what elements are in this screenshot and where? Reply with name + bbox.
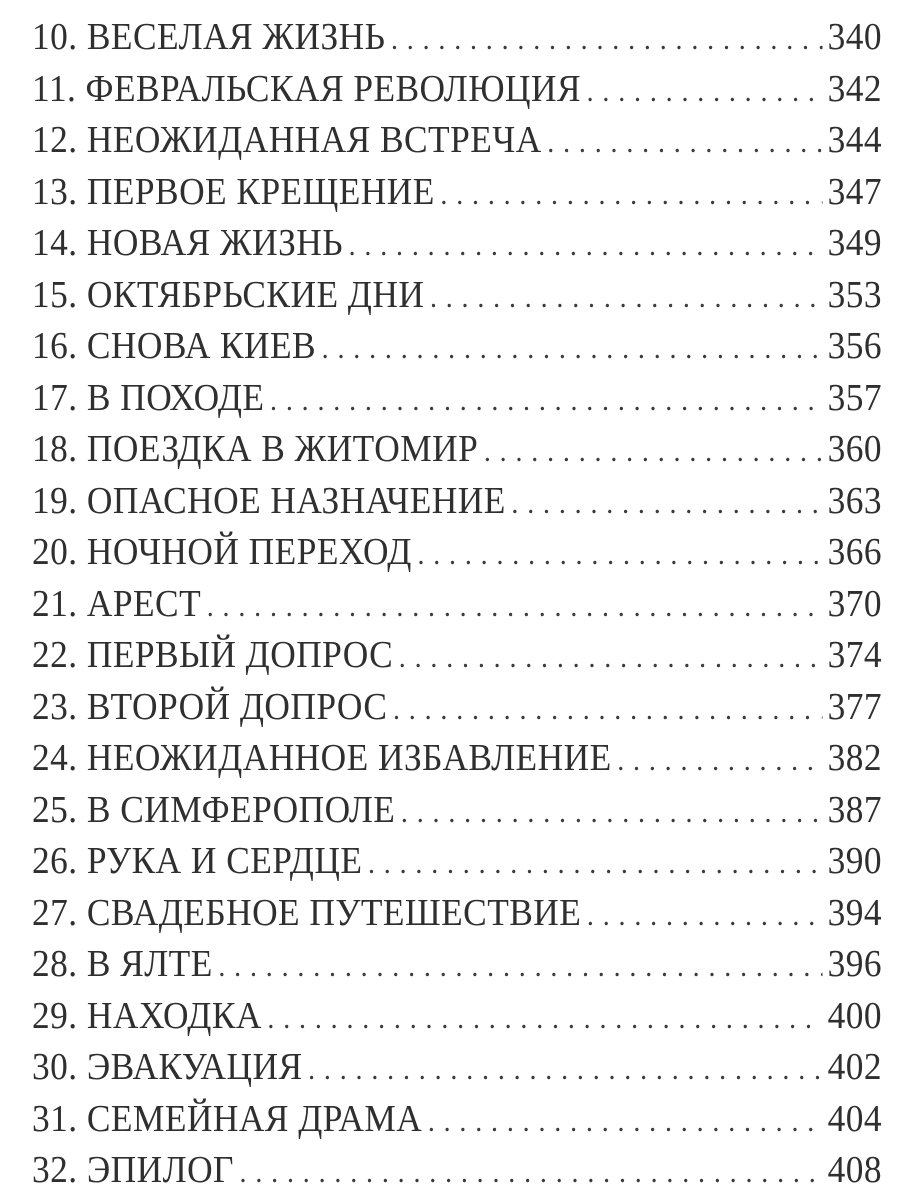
- toc-entry-title: ПЕРВОЕ КРЕЩЕНИЕ: [86, 170, 435, 213]
- toc-entry-page-number: 400: [827, 994, 883, 1037]
- toc-entry-title: РУКА И СЕРДЦЕ: [86, 840, 363, 882]
- toc-entry-page-number: 402: [827, 1046, 883, 1088]
- toc-entry-title: ЭВАКУАЦИЯ: [86, 1046, 303, 1088]
- toc-entry-page-number: 408: [827, 1149, 883, 1191]
- dot-leader: [308, 1044, 822, 1096]
- toc-entry-page-number: 360: [827, 428, 883, 470]
- toc-entry-title: ВТОРОЙ ДОПРОС: [86, 685, 388, 728]
- dot-leader: [428, 1096, 822, 1148]
- toc-entry-title: НОЧНОЙ ПЕРЕХОД: [86, 531, 412, 573]
- dot-leader: [267, 993, 822, 1045]
- toc-entry-number: 28.: [32, 943, 78, 985]
- dot-leader: [391, 14, 822, 66]
- dot-leader: [349, 220, 822, 272]
- toc-entry[interactable]: [32, 64, 882, 116]
- toc-entry[interactable]: [32, 1042, 882, 1094]
- toc-entry-title: В ЯЛТЕ: [86, 943, 213, 985]
- toc-entry[interactable]: [32, 630, 882, 682]
- toc-entry[interactable]: [32, 836, 882, 888]
- dot-leader: [368, 838, 822, 890]
- toc-entry[interactable]: [32, 527, 882, 579]
- dot-leader: [547, 117, 822, 169]
- dot-leader: [399, 632, 822, 684]
- toc-entry-title: НЕОЖИДАННОЕ ИЗБАВЛЕНИЕ: [86, 737, 612, 779]
- toc-entry-page-number: 404: [827, 1097, 883, 1140]
- toc-entry-page-number: 366: [827, 531, 883, 573]
- toc-entry-number: 25.: [32, 788, 78, 831]
- toc-entry-title: СВАДЕБНОЕ ПУТЕШЕСТВИЕ: [86, 891, 582, 934]
- toc-entry-number: 16.: [32, 325, 78, 367]
- dot-leader: [511, 478, 822, 530]
- toc-entry[interactable]: [32, 1094, 882, 1146]
- toc-entry[interactable]: [32, 888, 882, 940]
- toc-entry-title: ОКТЯБРЬСКИЕ ДНИ: [86, 273, 425, 316]
- toc-entry-page-number: 390: [827, 840, 883, 882]
- toc-entry-title: СЕМЕЙНАЯ ДРАМА: [86, 1097, 423, 1140]
- toc-entry-title: ЭПИЛОГ: [86, 1149, 234, 1191]
- toc-entry-number: 13.: [32, 170, 78, 213]
- toc-entry-number: 32.: [32, 1149, 78, 1191]
- toc-entry-title: ОПАСНОЕ НАЗНАЧЕНИЕ: [86, 479, 506, 522]
- toc-entry-number: 26.: [32, 840, 78, 882]
- toc-entry-title: ФЕВРАЛЬСКАЯ РЕВОЛЮЦИЯ: [85, 67, 582, 110]
- toc-entry-title: НЕОЖИДАННАЯ ВСТРЕЧА: [86, 119, 542, 161]
- dot-leader: [417, 529, 822, 581]
- toc-entry-page-number: 340: [827, 16, 883, 58]
- toc-entry-title: ПОЕЗДКА В ЖИТОМИР: [86, 428, 479, 470]
- toc-entry-title: СНОВА КИЕВ: [86, 325, 317, 367]
- toc-entry-page-number: 370: [827, 582, 883, 625]
- toc-entry[interactable]: [32, 321, 882, 373]
- toc-entry-title: НАХОДКА: [86, 994, 262, 1037]
- toc-entry-number: 14.: [32, 222, 78, 264]
- dot-leader: [484, 426, 822, 478]
- toc-entry[interactable]: [32, 785, 882, 837]
- dot-leader: [393, 684, 822, 736]
- toc-entry-page-number: 357: [827, 376, 883, 419]
- toc-entry-title: В ПОХОДЕ: [86, 376, 265, 419]
- dot-leader: [322, 323, 822, 375]
- toc-entry[interactable]: [32, 115, 882, 167]
- toc-entry-page-number: 344: [827, 119, 883, 161]
- toc-entry-title: ПЕРВЫЙ ДОПРОС: [86, 634, 394, 676]
- toc-entry-page-number: 374: [827, 634, 883, 676]
- toc-entry-number: 17.: [32, 376, 78, 419]
- table-of-contents: [0, 12, 910, 1197]
- toc-entry[interactable]: [32, 218, 882, 270]
- toc-entry-page-number: 353: [827, 273, 883, 316]
- toc-entry[interactable]: [32, 682, 882, 734]
- toc-entry-page-number: 347: [827, 170, 883, 213]
- dot-leader: [207, 581, 822, 633]
- toc-entry[interactable]: [32, 579, 882, 631]
- dot-leader: [587, 66, 822, 118]
- dot-leader: [401, 787, 822, 839]
- toc-entry-page-number: 394: [827, 891, 883, 934]
- dot-leader: [617, 735, 822, 787]
- dot-leader: [587, 890, 822, 942]
- toc-entry-title: В СИМФЕРОПОЛЕ: [86, 788, 396, 831]
- toc-entry-number: 11.: [32, 67, 77, 110]
- toc-entry-page-number: 382: [827, 737, 883, 779]
- toc-entry-number: 29.: [32, 994, 78, 1037]
- dot-leader: [240, 1147, 822, 1199]
- toc-entry-number: 27.: [32, 891, 78, 934]
- toc-entry[interactable]: [32, 939, 882, 991]
- toc-entry-number: 22.: [32, 634, 78, 676]
- toc-entry-page-number: 396: [827, 943, 883, 985]
- toc-entry-number: 15.: [32, 273, 78, 316]
- toc-entry-page-number: 342: [827, 67, 883, 110]
- toc-entry-title: НОВАЯ ЖИЗНЬ: [86, 222, 344, 264]
- toc-entry-number: 21.: [32, 582, 78, 625]
- toc-entry[interactable]: [32, 12, 882, 64]
- toc-entry[interactable]: [32, 373, 882, 425]
- dot-leader: [440, 169, 822, 221]
- toc-entry-page-number: 363: [827, 479, 883, 522]
- toc-entry-page-number: 356: [827, 325, 883, 367]
- toc-entry-number: 20.: [32, 531, 78, 573]
- toc-entry[interactable]: [32, 476, 882, 528]
- toc-entry-title: АРЕСТ: [86, 582, 202, 625]
- dot-leader: [270, 375, 822, 427]
- toc-entry-title: ВЕСЕЛАЯ ЖИЗНЬ: [86, 16, 386, 58]
- toc-entry[interactable]: [32, 1145, 882, 1197]
- toc-entry-page-number: 377: [827, 685, 883, 728]
- toc-entry-page-number: 387: [827, 788, 883, 831]
- toc-entry[interactable]: [32, 424, 882, 476]
- toc-entry-number: 23.: [32, 685, 78, 728]
- dot-leader: [430, 272, 822, 324]
- toc-entry-number: 24.: [32, 737, 78, 779]
- toc-entry-number: 18.: [32, 428, 78, 470]
- toc-entry-number: 30.: [32, 1046, 78, 1088]
- toc-entry-number: 12.: [32, 119, 78, 161]
- toc-entry-number: 19.: [32, 479, 78, 522]
- toc-entry-number: 10.: [32, 16, 78, 58]
- toc-entry[interactable]: [32, 270, 882, 322]
- toc-entry-number: 31.: [32, 1097, 78, 1140]
- toc-entry[interactable]: [32, 991, 882, 1043]
- toc-entry-page-number: 349: [827, 222, 883, 264]
- toc-entry[interactable]: [32, 733, 882, 785]
- dot-leader: [218, 941, 822, 993]
- toc-entry[interactable]: [32, 167, 882, 219]
